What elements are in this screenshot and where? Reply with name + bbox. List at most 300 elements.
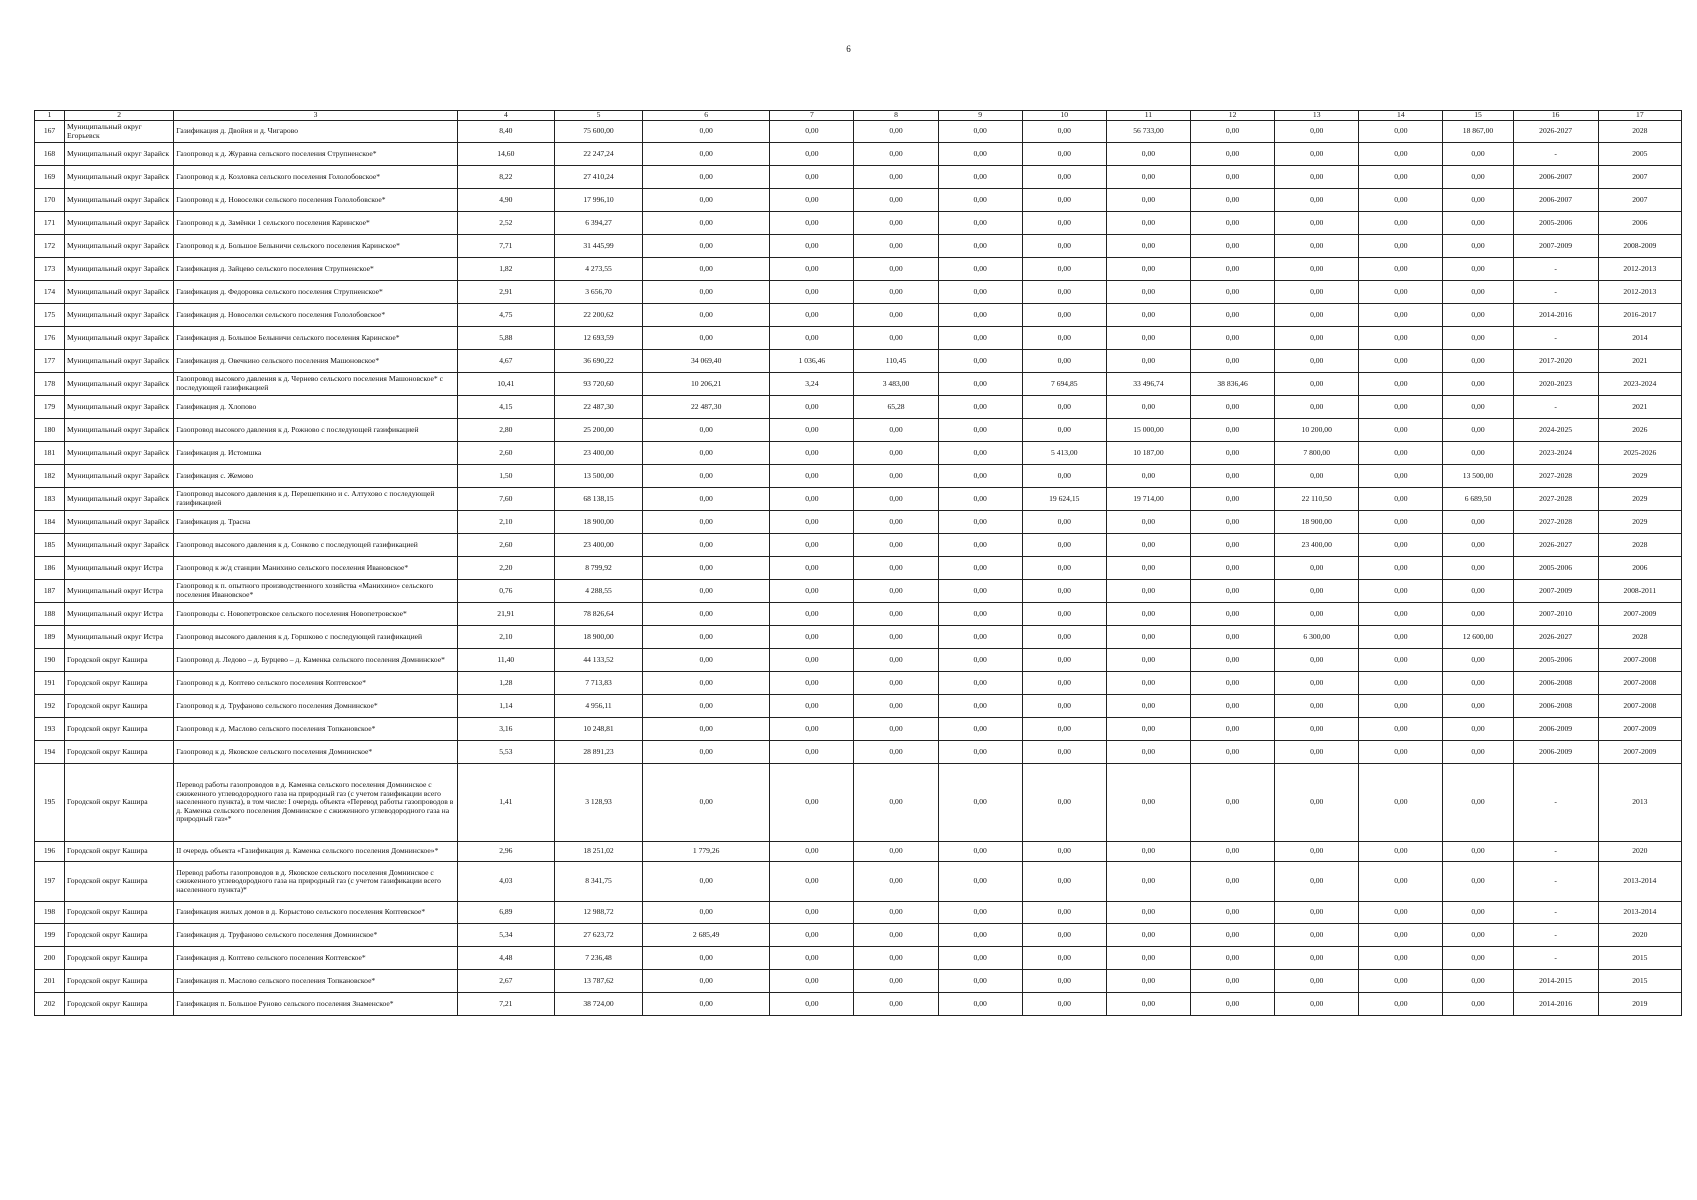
table-cell: 4 288,55 [554,580,642,603]
table-cell: 0,00 [938,718,1022,741]
table-cell: 200 [35,947,65,970]
table-cell: 0,00 [938,534,1022,557]
table-row [35,166,1682,189]
table-cell: 22 110,50 [1275,488,1359,511]
table-cell: 180 [35,419,65,442]
table-cell: 21,91 [457,603,554,626]
table-cell: 68 138,15 [554,488,642,511]
table-cell: 0,00 [1443,557,1513,580]
table-cell: 193 [35,718,65,741]
table-cell: 2028 [1598,121,1681,143]
table-cell: Муниципальный округ Егорьевск [65,121,174,143]
table-cell: 0,00 [643,947,770,970]
table-header-row [35,111,1682,121]
table-cell: 0,00 [1443,993,1513,1016]
table-cell: Газопроводы с. Новопетровское сельского поселения Новопетровское* [174,603,458,626]
table-cell: Газопровод высокого давления к д. Чернево сельского поселения Машоновское* с последующей газификацией [174,373,458,396]
table-cell: 0,00 [938,741,1022,764]
table-cell: 0,00 [854,442,938,465]
table-cell: 0,00 [1191,396,1275,419]
table-cell: 0,00 [770,511,854,534]
column-header: 14 [1359,111,1443,121]
table-row [35,718,1682,741]
table-row [35,212,1682,235]
table-cell: 0,00 [1106,212,1190,235]
table-cell: - [1513,396,1598,419]
table-cell: 0,00 [1191,327,1275,350]
table-cell: 0,00 [938,695,1022,718]
table-cell: 0,00 [1106,258,1190,281]
table-cell: 0,00 [1191,511,1275,534]
table-cell: 0,00 [1359,672,1443,695]
table-cell: 179 [35,396,65,419]
table-row [35,396,1682,419]
table-cell: 0,00 [1275,902,1359,924]
table-cell: 0,00 [1275,695,1359,718]
table-row [35,534,1682,557]
table-cell: 28 891,23 [554,741,642,764]
table-row [35,970,1682,993]
table-cell: 0,00 [1359,235,1443,258]
table-row [35,419,1682,442]
table-cell: 12 600,00 [1443,626,1513,649]
table-cell: 0,00 [1275,741,1359,764]
table-cell: 2006-2009 [1513,741,1598,764]
table-cell: 2021 [1598,350,1681,373]
table-cell: Муниципальный округ Истра [65,557,174,580]
table-cell: 0,00 [854,580,938,603]
table-cell: 0,00 [1359,557,1443,580]
table-cell: 0,00 [643,143,770,166]
table-cell: 0,00 [1275,235,1359,258]
table-cell: 0,00 [770,741,854,764]
table-cell: 0,00 [1443,281,1513,304]
table-cell: 0,00 [1359,373,1443,396]
table-cell: 19 624,15 [1022,488,1106,511]
table-cell: 2029 [1598,465,1681,488]
table-cell: 0,00 [1106,672,1190,695]
table-cell: 0,00 [1022,304,1106,327]
table-cell: Муниципальный округ Истра [65,626,174,649]
table-cell: 13 500,00 [554,465,642,488]
table-cell: 0,00 [854,557,938,580]
table-cell: 194 [35,741,65,764]
table-cell: 0,00 [854,258,938,281]
table-cell: 8,40 [457,121,554,143]
table-cell: 0,00 [1106,534,1190,557]
table-cell: - [1513,281,1598,304]
table-cell: 0,00 [770,626,854,649]
table-cell: 0,00 [1191,488,1275,511]
table-cell: 15 000,00 [1106,419,1190,442]
table-cell: 0,00 [1275,327,1359,350]
table-cell: 0,00 [1191,419,1275,442]
table-cell: 7 800,00 [1275,442,1359,465]
table-cell: 0,00 [1191,842,1275,862]
table-cell: 0,00 [770,649,854,672]
table-cell: Газификация с. Жемово [174,465,458,488]
table-cell: 0,00 [770,465,854,488]
table-cell: Муниципальный округ Зарайск [65,143,174,166]
table-cell: 0,00 [770,695,854,718]
table-cell: 0,00 [770,212,854,235]
table-cell: 0,00 [1106,718,1190,741]
table-cell: 1,28 [457,672,554,695]
table-cell: 176 [35,327,65,350]
table-cell: 0,00 [643,419,770,442]
table-row [35,143,1682,166]
table-cell: 0,00 [854,212,938,235]
table-cell: 0,00 [854,626,938,649]
table-cell: 0,00 [938,842,1022,862]
table-cell: 2013-2014 [1598,902,1681,924]
table-cell: 0,00 [938,304,1022,327]
table-cell: 0,00 [1359,842,1443,862]
table-cell: 2026 [1598,419,1681,442]
table-cell: 5,34 [457,924,554,947]
table-cell: Газопровод высокого давления к д. Горшково с последующей газификацией [174,626,458,649]
table-cell: Городской округ Кашира [65,672,174,695]
table-cell: 0,00 [1359,350,1443,373]
table-cell: 1,41 [457,764,554,842]
table-row [35,672,1682,695]
table-cell: 0,00 [1191,718,1275,741]
table-cell: - [1513,327,1598,350]
table-cell: 0,00 [1443,764,1513,842]
table-cell: 0,00 [854,327,938,350]
table-cell: 6 300,00 [1275,626,1359,649]
table-cell: 1,50 [457,465,554,488]
table-cell: 3,16 [457,718,554,741]
table-cell: 4 956,11 [554,695,642,718]
table-row [35,580,1682,603]
table-cell: 0,00 [938,580,1022,603]
table-cell: Газификация д. Новоселки сельского поселения Гололобовское* [174,304,458,327]
table-cell: 2019 [1598,993,1681,1016]
table-cell: 110,45 [854,350,938,373]
table-cell: Муниципальный округ Зарайск [65,212,174,235]
table-cell: 174 [35,281,65,304]
column-header: 5 [554,111,642,121]
table-cell: 0,00 [1191,672,1275,695]
table-cell: Муниципальный округ Зарайск [65,442,174,465]
table-cell: 0,00 [1191,993,1275,1016]
table-cell: 2016-2017 [1598,304,1681,327]
table-cell: 0,00 [1359,947,1443,970]
table-cell: 0,00 [643,862,770,902]
table-cell: 0,00 [643,626,770,649]
table-cell: 0,00 [1191,626,1275,649]
table-cell: 13 787,62 [554,970,642,993]
table-cell: Газификация д. Труфаново сельского поселения Домнинское* [174,924,458,947]
table-cell: 0,00 [1106,626,1190,649]
table-cell: 36 690,22 [554,350,642,373]
table-cell: - [1513,902,1598,924]
table-cell: Газификация жилых домов в д. Корыстово сельского поселения Коптевское* [174,902,458,924]
table-cell: 65,28 [854,396,938,419]
table-row [35,842,1682,862]
table-cell: 0,00 [1443,947,1513,970]
table-cell: 0,00 [770,304,854,327]
table-cell: 0,00 [1106,993,1190,1016]
table-cell: 0,00 [1191,970,1275,993]
table-cell: 22 487,30 [643,396,770,419]
table-cell: 2,60 [457,534,554,557]
table-cell: 0,00 [1275,580,1359,603]
table-cell: 0,00 [1359,166,1443,189]
table-cell: 0,00 [1443,396,1513,419]
table-cell: 0,00 [643,442,770,465]
table-cell: 0,00 [1443,419,1513,442]
table-cell: 2007-2008 [1598,695,1681,718]
table-cell: 0,00 [854,121,938,143]
table-cell: 0,00 [1022,166,1106,189]
table-cell: 0,00 [938,258,1022,281]
table-cell: 0,00 [643,902,770,924]
table-cell: 2005-2006 [1513,649,1598,672]
table-cell: 38 836,46 [1191,373,1275,396]
table-cell: Городской округ Кашира [65,924,174,947]
table-cell: 0,00 [1191,281,1275,304]
table-cell: 0,00 [1191,166,1275,189]
table-cell: 0,00 [1106,557,1190,580]
table-cell: 0,00 [854,235,938,258]
table-cell: 0,00 [1191,695,1275,718]
table-cell: 0,00 [1443,534,1513,557]
table-cell: 0,00 [1443,258,1513,281]
table-cell: 0,00 [770,189,854,212]
table-cell: Муниципальный округ Зарайск [65,189,174,212]
table-cell: 0,00 [938,465,1022,488]
table-cell: 0,00 [643,189,770,212]
table-cell: 0,00 [1022,649,1106,672]
table-cell: 0,00 [1191,534,1275,557]
table-cell: 7 236,48 [554,947,642,970]
table-cell: 2028 [1598,534,1681,557]
table-row [35,327,1682,350]
table-cell: 0,00 [770,970,854,993]
table-cell: 0,00 [1275,281,1359,304]
column-header: 6 [643,111,770,121]
table-cell: 2007 [1598,166,1681,189]
table-cell: Муниципальный округ Зарайск [65,235,174,258]
table-row [35,626,1682,649]
table-cell: 2015 [1598,947,1681,970]
table-row [35,924,1682,947]
table-cell: 0,00 [854,511,938,534]
table-cell: 7 713,83 [554,672,642,695]
table-cell: 0,00 [1106,281,1190,304]
table-cell: Перевод работы газопроводов в д. Каменка сельского поселения Домнинское с сжиженного углеводородного газа на природный газ (с учетом газификации всего населенного пункта), в том числе: I очередь объекта «Перевод работы газопроводов в д. Каменка сельского поселения Домнинское с сжиженного углеводородного газа на природный газ»* [174,764,458,842]
table-cell: Газопровод к ж/д станции Манихино сельского поселения Ивановское* [174,557,458,580]
table-cell: 2029 [1598,511,1681,534]
table-cell: 0,00 [854,534,938,557]
table-cell: 2014-2016 [1513,993,1598,1016]
table-cell: Городской округ Кашира [65,993,174,1016]
table-cell: 0,00 [1359,626,1443,649]
table-cell: 0,00 [938,442,1022,465]
table-cell: 0,00 [770,764,854,842]
table-cell: 0,00 [1106,327,1190,350]
table-cell: Газификация д. Зайцево сельского поселения Струпненское* [174,258,458,281]
table-cell: 2013 [1598,764,1681,842]
table-cell: 18 251,02 [554,842,642,862]
table-row [35,258,1682,281]
table-cell: 4,75 [457,304,554,327]
table-cell: 0,00 [938,557,1022,580]
table-cell: 0,00 [1106,350,1190,373]
table-cell: 0,00 [1191,121,1275,143]
table-cell: 0,00 [770,672,854,695]
table-cell: 0,76 [457,580,554,603]
table-cell: 0,00 [1443,189,1513,212]
table-cell: 0,00 [1443,212,1513,235]
table-cell: 0,00 [1275,143,1359,166]
table-cell: Газопровод к д. Козловка сельского поселения Гололобовское* [174,166,458,189]
table-cell: 2012-2013 [1598,281,1681,304]
table-cell: 10 248,81 [554,718,642,741]
table-cell: Газопровод к д. Маслово сельского поселения Топкановское* [174,718,458,741]
table-cell: Городской округ Кашира [65,970,174,993]
table-cell: Газификация д. Двойня и д. Чигарово [174,121,458,143]
table-cell: 2028 [1598,626,1681,649]
table-row [35,281,1682,304]
table-cell: 0,00 [770,281,854,304]
table-cell: 0,00 [1275,373,1359,396]
table-cell: Газопровод к д. Журавна сельского поселения Струпненское* [174,143,458,166]
table-cell: 0,00 [1022,924,1106,947]
table-cell: 0,00 [1191,557,1275,580]
table-cell: 167 [35,121,65,143]
table-cell: 2026-2027 [1513,534,1598,557]
table-cell: 0,00 [1106,649,1190,672]
table-cell: 0,00 [1191,603,1275,626]
table-cell: 185 [35,534,65,557]
table-row [35,603,1682,626]
table-cell: 0,00 [1022,580,1106,603]
table-cell: 0,00 [643,672,770,695]
table-cell: Газопровод высокого давления к д. Сонково с последующей газификацией [174,534,458,557]
table-cell: 0,00 [1443,511,1513,534]
table-cell: 0,00 [1022,741,1106,764]
table-cell: 0,00 [938,327,1022,350]
table-cell: 0,00 [1022,902,1106,924]
table-cell: 5,88 [457,327,554,350]
table-cell: 183 [35,488,65,511]
table-cell: 0,00 [1443,603,1513,626]
table-cell: 0,00 [1359,442,1443,465]
table-cell: 0,00 [1443,580,1513,603]
table-cell: 0,00 [770,396,854,419]
table-cell: 10 200,00 [1275,419,1359,442]
column-header: 1 [35,111,65,121]
table-cell: 0,00 [770,166,854,189]
table-cell: 0,00 [643,465,770,488]
table-cell: 0,00 [1359,304,1443,327]
table-cell: 0,00 [1359,902,1443,924]
table-cell: 2 685,49 [643,924,770,947]
table-cell: 196 [35,842,65,862]
table-cell: 0,00 [770,718,854,741]
table-cell: Газопровод к д. Большое Белыничи сельского поселения Каринское* [174,235,458,258]
table-cell: Муниципальный округ Зарайск [65,419,174,442]
table-row [35,862,1682,902]
table-cell: 0,00 [1191,902,1275,924]
table-cell: 0,00 [938,143,1022,166]
table-cell: 31 445,99 [554,235,642,258]
table-cell: 0,00 [1443,970,1513,993]
table-cell: 0,00 [1275,465,1359,488]
table-cell: 0,00 [1022,350,1106,373]
table-cell: 2006 [1598,557,1681,580]
table-cell: - [1513,862,1598,902]
table-cell: 195 [35,764,65,842]
table-cell: 0,00 [770,862,854,902]
table-cell: Муниципальный округ Зарайск [65,281,174,304]
table-cell: 0,00 [1275,350,1359,373]
table-cell: 0,00 [1191,465,1275,488]
table-cell: 0,00 [854,143,938,166]
table-cell: 0,00 [1106,235,1190,258]
table-cell: 0,00 [770,143,854,166]
table-cell: 0,00 [1359,465,1443,488]
table-cell: Муниципальный округ Зарайск [65,465,174,488]
table-cell: 3 483,00 [854,373,938,396]
table-cell: 0,00 [854,603,938,626]
table-cell: 0,00 [1022,235,1106,258]
table-cell: 0,00 [1022,672,1106,695]
table-cell: 0,00 [1022,281,1106,304]
table-cell: 0,00 [1275,924,1359,947]
table-cell: 2,20 [457,557,554,580]
table-cell: Городской округ Кашира [65,902,174,924]
table-cell: 0,00 [1191,862,1275,902]
table-cell: 18 867,00 [1443,121,1513,143]
table-cell: 0,00 [1443,327,1513,350]
column-header: 8 [854,111,938,121]
table-cell: Перевод работы газопроводов в д. Яковское сельского поселения Домнинское с сжиженного углеводородного газа на природный газ (с учетом газификации всего населенного пункта)* [174,862,458,902]
table-cell: 0,00 [1022,718,1106,741]
table-cell: 0,00 [1022,993,1106,1016]
table-cell: 34 069,40 [643,350,770,373]
table-cell: 0,00 [938,350,1022,373]
table-cell: 0,00 [1191,235,1275,258]
table-cell: 0,00 [1359,327,1443,350]
table-cell: 4,03 [457,862,554,902]
table-cell: 0,00 [854,488,938,511]
table-cell: Муниципальный округ Зарайск [65,511,174,534]
table-cell: Городской округ Кашира [65,842,174,862]
table-cell: 0,00 [1443,166,1513,189]
table-cell: 0,00 [1443,741,1513,764]
table-cell: 0,00 [1359,396,1443,419]
table-cell: 4 273,55 [554,258,642,281]
table-cell: 0,00 [854,672,938,695]
table-cell: Муниципальный округ Истра [65,603,174,626]
table-cell: 0,00 [1191,442,1275,465]
table-cell: 168 [35,143,65,166]
table-row [35,189,1682,212]
table-row [35,649,1682,672]
table-cell: 0,00 [854,304,938,327]
table-row [35,121,1682,143]
table-cell: 0,00 [643,327,770,350]
table-cell: 2006 [1598,212,1681,235]
table-cell: 44 133,52 [554,649,642,672]
table-cell: 187 [35,580,65,603]
table-cell: - [1513,947,1598,970]
table-cell: 0,00 [1106,842,1190,862]
